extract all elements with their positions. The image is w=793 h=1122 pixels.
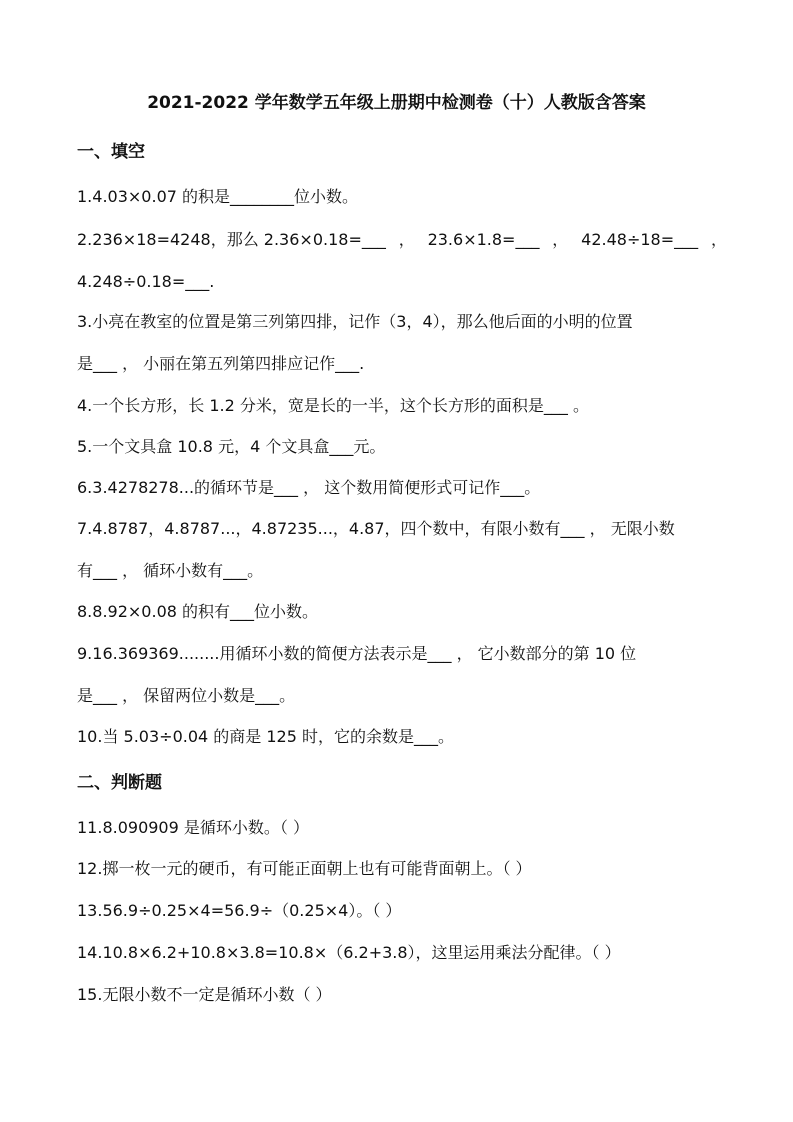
question-15: 15.无限小数不一定是循环小数（ ）: [77, 985, 332, 1004]
question-2-part-c: 23.6×1.8=___: [427, 230, 540, 249]
question-8: 8.8.92×0.08 的积有___位小数。: [77, 602, 319, 621]
question-2-sep-3: ，: [710, 230, 727, 249]
question-13: 13.56.9÷0.25×4=56.9÷（0.25×4）。（ ）: [77, 901, 402, 920]
question-7-line-1: 7.4.8787，4.8787...，4.87235...，4.87，四个数中，有限小数有___ ， 无限小数: [77, 519, 675, 538]
question-4: 4.一个长方形，长 1.2 分米，宽是长的一半，这个长方形的面积是___ 。: [77, 396, 589, 415]
question-14: 14.10.8×6.2+10.8×3.8=10.8×（6.2+3.8），这里运用乘法分配律。（ ）: [77, 943, 621, 962]
question-2-sep-1: ，: [398, 230, 415, 249]
question-12: 12.掷一枚一元的硬币，有可能正面朝上也有可能背面朝上。（ ）: [77, 859, 532, 878]
question-3-line-1: 3.小亮在教室的位置是第三列第四排，记作（3，4），那么他后面的小明的位置: [77, 312, 633, 331]
question-9-line-2: 是___ ， 保留两位小数是___。: [77, 686, 296, 705]
question-10: 10.当 5.03÷0.04 的商是 125 时，它的余数是___。: [77, 727, 454, 746]
question-11: 11.8.090909 是循环小数。（ ）: [77, 818, 309, 837]
question-2-part-e: 42.48÷18=___: [581, 230, 699, 249]
section-heading-fill: 一、填空: [77, 142, 145, 162]
question-2-line-1: [77, 229, 727, 251]
question-7-line-2: 有___ ， 循环小数有___。: [77, 561, 264, 580]
question-2-part-a: 2.236×18=4248，那么 2.36×0.18=___: [77, 230, 386, 249]
question-9-line-1: 9.16.369369........用循环小数的简便方法表示是___ ， 它小数部分的第 10 位: [77, 644, 637, 663]
question-3-line-2: 是___ ， 小丽在第五列第四排应记作___.: [77, 354, 365, 373]
question-6: 6.3.4278278...的循环节是___ ， 这个数用简便形式可记作___。: [77, 478, 541, 497]
section-heading-judge: 二、判断题: [77, 773, 162, 793]
question-1: 1.4.03×0.07 的积是________位小数。: [77, 187, 359, 206]
question-2-line-2: 4.248÷0.18=___.: [77, 272, 215, 291]
page-title: 2021-2022 学年数学五年级上册期中检测卷（十）人教版含答案: [147, 93, 646, 113]
question-2-sep-2: ，: [552, 230, 569, 249]
question-5: 5.一个文具盒 10.8 元，4 个文具盒___元。: [77, 437, 386, 456]
